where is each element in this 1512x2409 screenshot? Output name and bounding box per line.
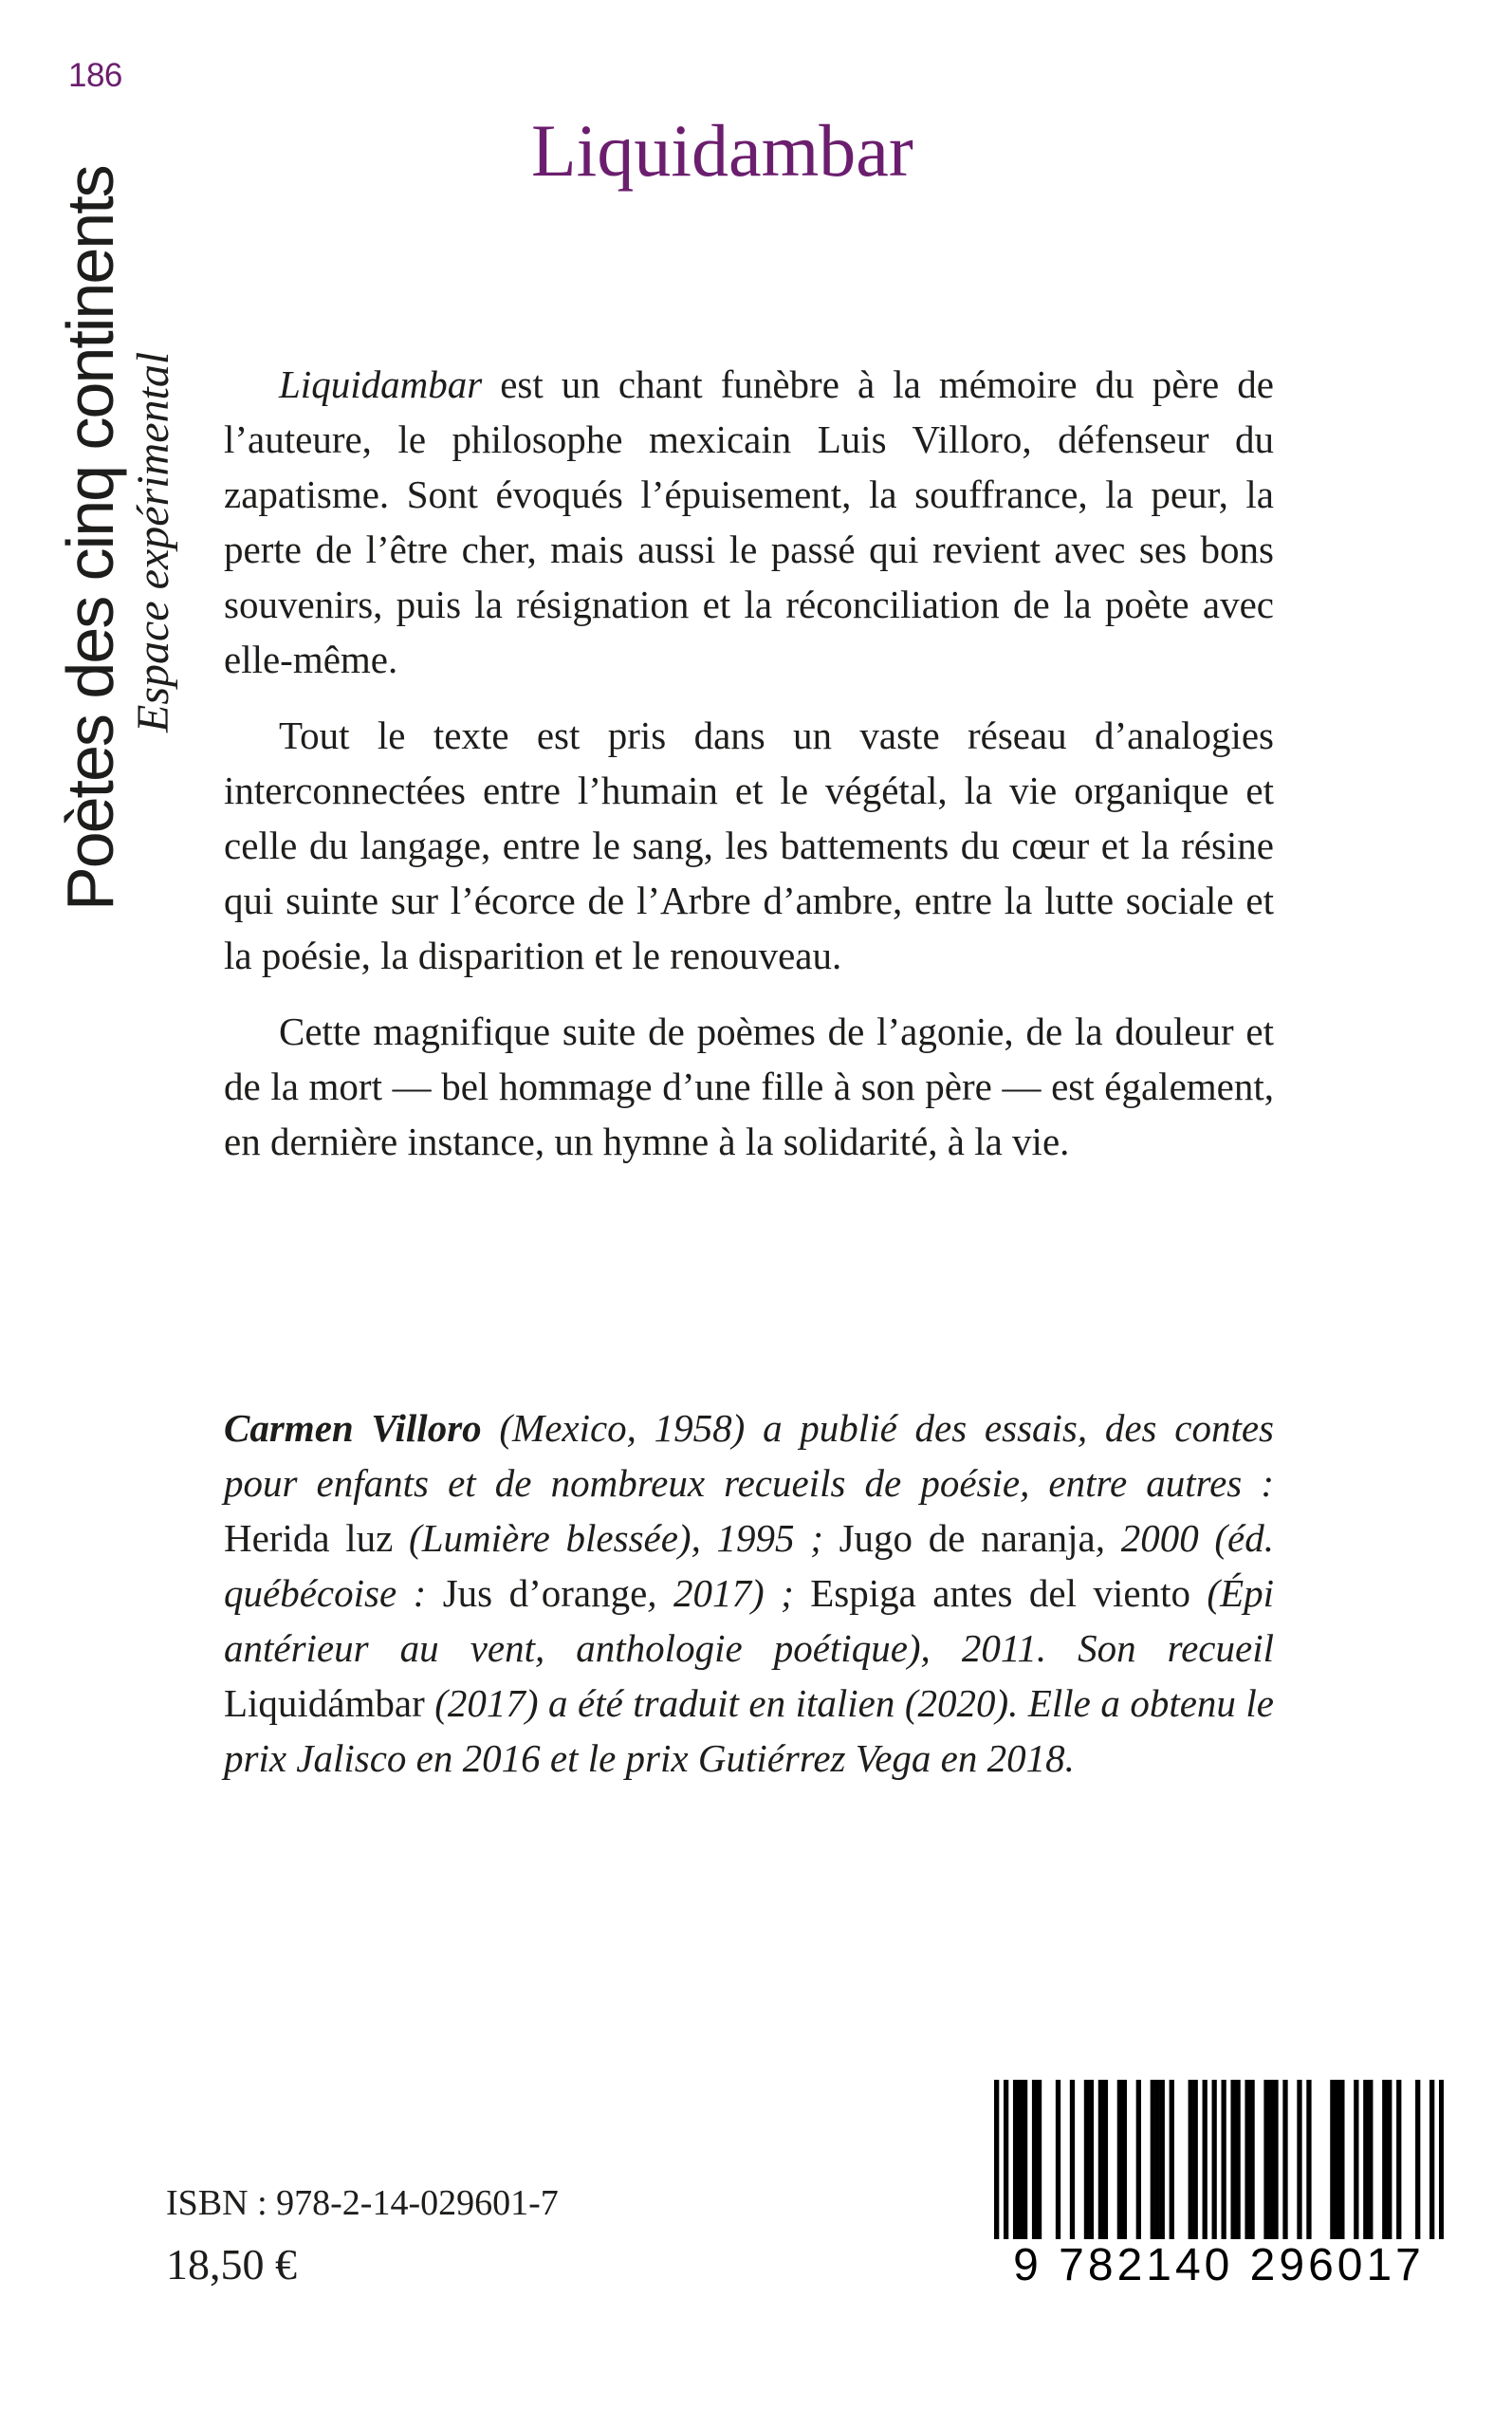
bio-work: Jugo de naranja — [839, 1516, 1096, 1560]
author-name: Carmen Villoro — [224, 1406, 482, 1450]
series-spine — [53, 133, 199, 911]
barcode-bar — [1221, 2080, 1226, 2239]
barcode-bar — [1330, 2080, 1335, 2239]
barcode-bar — [1429, 2080, 1434, 2239]
barcode-bar — [1070, 2080, 1075, 2239]
barcode-bar — [1263, 2080, 1268, 2239]
barcode-bar — [1387, 2080, 1392, 2239]
barcode-bar — [1089, 2080, 1094, 2239]
barcode-bar — [1098, 2080, 1103, 2239]
barcode-bar — [1023, 2080, 1027, 2239]
barcode-bar — [1230, 2080, 1235, 2239]
synopsis-paragraph: Tout le texte est pris dans un vaste réseau d’analogies interconnectées entre l’humain et le végétal, la vie organique et celle du langage, entre le sang, les battements du cœur et la résine qui suinte sur l’écorce de l’Arbre d’ambre, entre la lutte sociale et la poésie, la disparition et le renouveau. — [224, 713, 1274, 977]
isbn: ISBN : 978-2-14-029601-7 — [166, 2183, 559, 2223]
series-name: Poètes des cinq continents — [53, 166, 127, 911]
barcode-bar — [1203, 2080, 1208, 2239]
barcode-bar — [1037, 2080, 1042, 2239]
barcode-bar — [1339, 2080, 1344, 2239]
barcode-bar — [1032, 2080, 1037, 2239]
bio-segment: , 2000 (éd. québécoise : — [224, 1516, 1274, 1615]
barcode-bar — [1117, 2080, 1122, 2239]
barcode-bar — [1368, 2080, 1373, 2239]
barcode-bar — [1268, 2080, 1273, 2239]
barcode-bar — [1212, 2080, 1217, 2239]
barcode-bar — [1004, 2080, 1008, 2239]
barcode-bar — [1273, 2080, 1278, 2239]
barcode-bar — [1136, 2080, 1141, 2239]
barcode-bar — [1306, 2080, 1311, 2239]
bio-work: Herida luz — [224, 1516, 394, 1560]
barcode-bar — [1245, 2080, 1249, 2239]
barcode-bars — [994, 2080, 1444, 2241]
barcode-bar — [1084, 2080, 1089, 2239]
barcode-bar — [1155, 2080, 1160, 2239]
barcode-bar — [1122, 2080, 1127, 2239]
barcode-bar — [1103, 2080, 1108, 2239]
barcode-bar — [1056, 2080, 1060, 2239]
synopsis-title-ref: Liquidambar — [279, 362, 483, 406]
bio-work: Jus d’orange — [442, 1571, 648, 1615]
bio-work: Liquidámbar — [224, 1681, 425, 1725]
bio-segment: (Lumière blessée), 1995 ; — [393, 1516, 839, 1560]
author-bio — [224, 1400, 1274, 1786]
barcode-bar — [1396, 2080, 1401, 2239]
barcode-bar — [1189, 2080, 1193, 2239]
price: 18,50 € — [166, 2240, 297, 2289]
barcode — [994, 2080, 1444, 2292]
barcode-bar — [1335, 2080, 1339, 2239]
barcode-bar — [1193, 2080, 1198, 2239]
synopsis-paragraph: Cette magnifique suite de poèmes de l’agonie, de la douleur et de la mort — bel hommage d’une fille à son père — est également, en dernière instance, un hymne à la solidarité, à la vie. — [224, 1010, 1274, 1163]
bio-segment: (Mexico, 1958) a publié des essais, des contes pour enfants et de nombreux recueils de poésie, entre autres : — [224, 1406, 1274, 1505]
barcode-bar — [1160, 2080, 1165, 2239]
bio-segment: , 2017) ; — [647, 1571, 811, 1615]
series-number: 186 — [68, 57, 122, 94]
barcode-bar — [1415, 2080, 1420, 2239]
barcode-bar — [1282, 2080, 1287, 2239]
barcode-bar — [1382, 2080, 1387, 2239]
barcode-digits: 9 782140 296017 — [1013, 2240, 1425, 2290]
barcode-bar — [1235, 2080, 1240, 2239]
barcode-bar — [1018, 2080, 1023, 2239]
barcode-bar — [994, 2080, 999, 2239]
barcode-bar — [1170, 2080, 1174, 2239]
barcode-bar — [1151, 2080, 1155, 2239]
synopsis-text: est un chant funèbre à la mémoire du père de l’auteure, le philosophe mexicain Luis Villoro, défenseur du zapatisme. Sont évoqués l’épuisement, la souffrance, la peur, la perte de l’être cher, mais aussi le passé qui revient avec ses bons souvenirs, puis la résignation et la réconciliation de la poète avec elle-même. — [224, 362, 1274, 681]
barcode-bar — [1439, 2080, 1444, 2239]
barcode-bar — [1354, 2080, 1358, 2239]
bio-work: Espiga antes del viento — [810, 1571, 1190, 1615]
barcode-bar — [1363, 2080, 1368, 2239]
barcode-bar — [1249, 2080, 1254, 2239]
book-title: Liquidambar — [531, 109, 913, 192]
barcode-bar — [1013, 2080, 1018, 2239]
bio-segment: (Épi antérieur au vent, anthologie poétique), 2011. Son recueil — [224, 1571, 1275, 1670]
series-subtitle: Espace expérimental — [128, 351, 178, 732]
synopsis-paragraph — [224, 357, 1274, 687]
author-bio-text — [224, 1400, 1274, 1786]
synopsis — [224, 357, 1274, 1190]
barcode-bar — [1297, 2080, 1301, 2239]
bio-segment: (2017) a été traduit en italien (2020). Elle a obtenu le prix Jalisco en 2016 et le prix Gutiérrez Vega en 2018. — [224, 1681, 1274, 1780]
